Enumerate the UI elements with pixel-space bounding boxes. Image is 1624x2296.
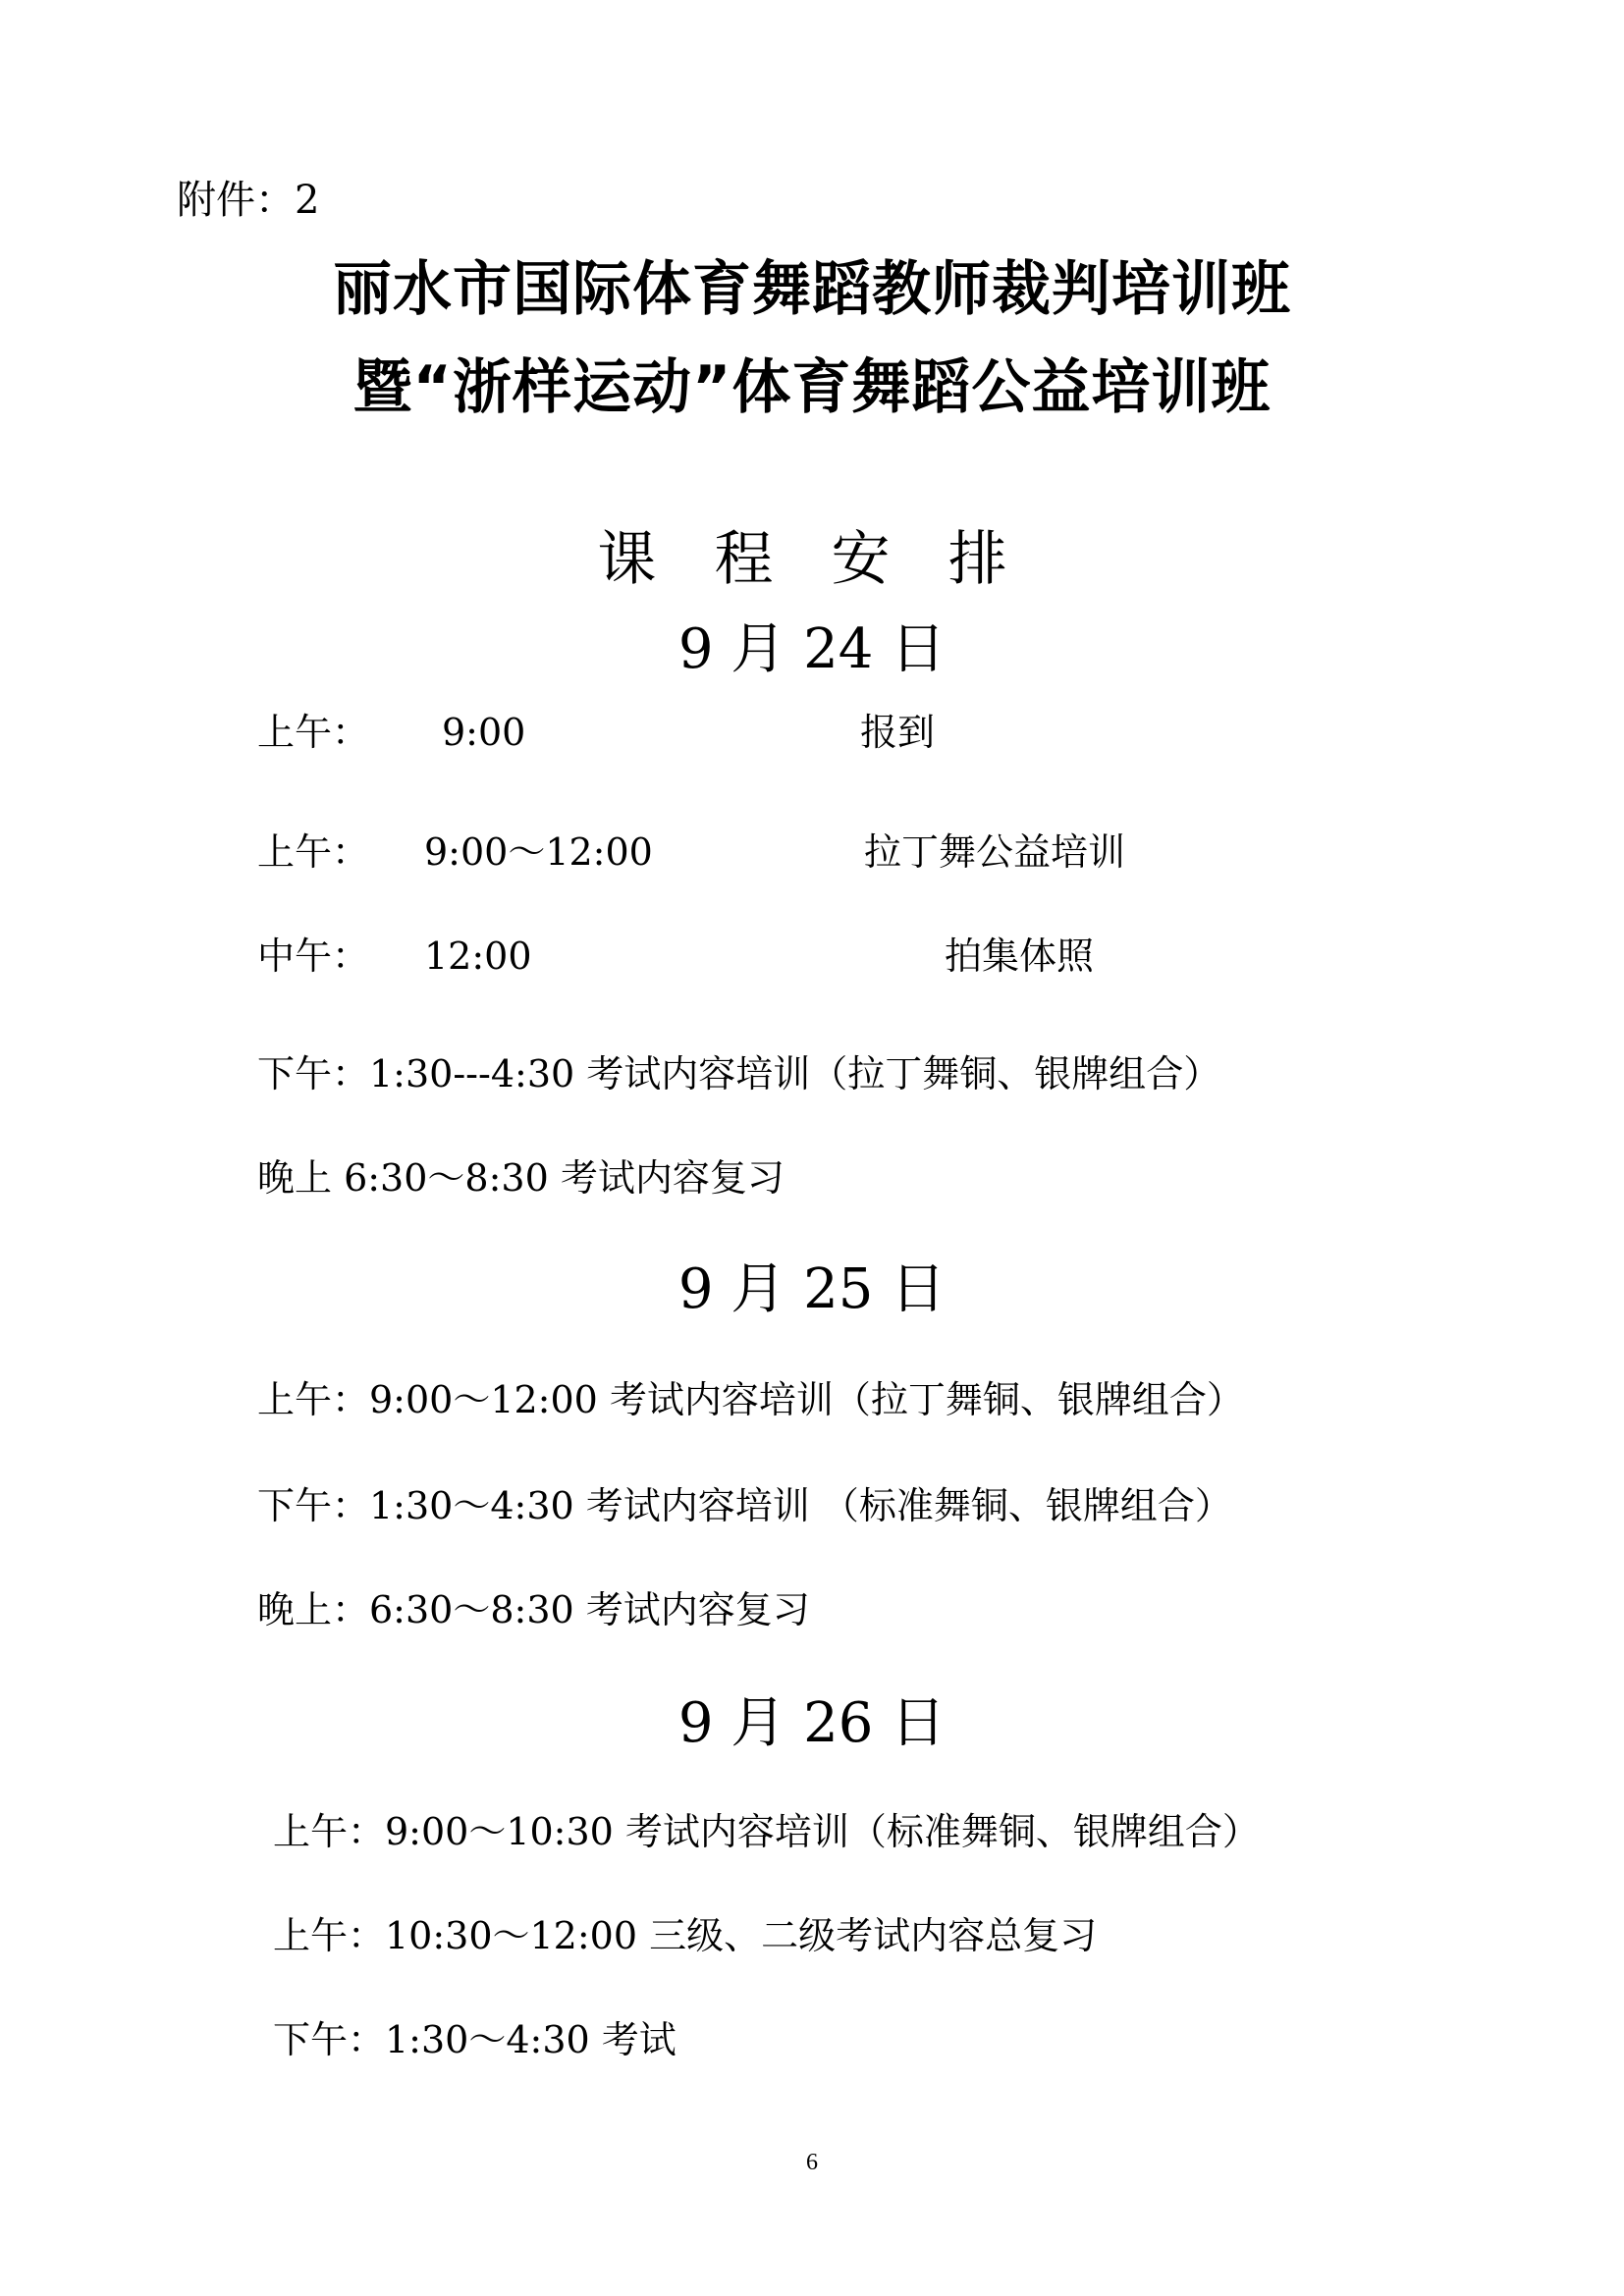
document-title-line-2: 暨“浙样运动”体育舞蹈公益培训班	[352, 353, 1272, 422]
day1-item1-time: 9:00	[442, 711, 526, 754]
date-heading-day2: 9 月 25 日	[677, 1257, 947, 1321]
document-title-line-1: 丽水市国际体育舞蹈教师裁判培训班	[333, 255, 1291, 324]
day1-item2-activity: 拉丁舞公益培训	[864, 830, 1126, 874]
day1-item1-activity: 报到	[860, 711, 936, 754]
day1-item4: 下午：1:30---4:30 考试内容培训（拉丁舞铜、银牌组合）	[257, 1052, 1221, 1095]
day1-item3-period: 中午：	[257, 934, 370, 978]
day2-item1: 上午：9:00～12:00 考试内容培训（拉丁舞铜、银牌组合）	[257, 1378, 1244, 1421]
day3-item3: 下午：1:30～4:30 考试	[273, 2018, 677, 2061]
day2-item3: 晚上：6:30～8:30 考试内容复习	[257, 1588, 810, 1631]
date-heading-day3: 9 月 26 日	[677, 1691, 947, 1755]
day2-item2: 下午：1:30～4:30 考试内容培训 （标准舞铜、银牌组合）	[257, 1484, 1232, 1527]
day1-item3-time: 12:00	[424, 934, 532, 978]
date-heading-day1: 9 月 24 日	[677, 617, 947, 681]
schedule-heading: 课 程 安 排	[597, 525, 1027, 594]
day3-item2: 上午：10:30～12:00 三级、二级考试内容总复习	[273, 1914, 1098, 1957]
day1-item2-period: 上午：	[257, 830, 370, 874]
page-number: 6	[806, 2150, 818, 2175]
day1-item3-activity: 拍集体照	[945, 934, 1095, 978]
day1-item2-time: 9:00～12:00	[424, 830, 653, 874]
day1-item5: 晚上 6:30～8:30 考试内容复习	[257, 1156, 785, 1200]
attachment-label: 附件：2	[177, 178, 320, 223]
day1-item1-period: 上午：	[257, 711, 370, 754]
day3-item1: 上午：9:00～10:30 考试内容培训（标准舞铜、银牌组合）	[273, 1810, 1260, 1853]
